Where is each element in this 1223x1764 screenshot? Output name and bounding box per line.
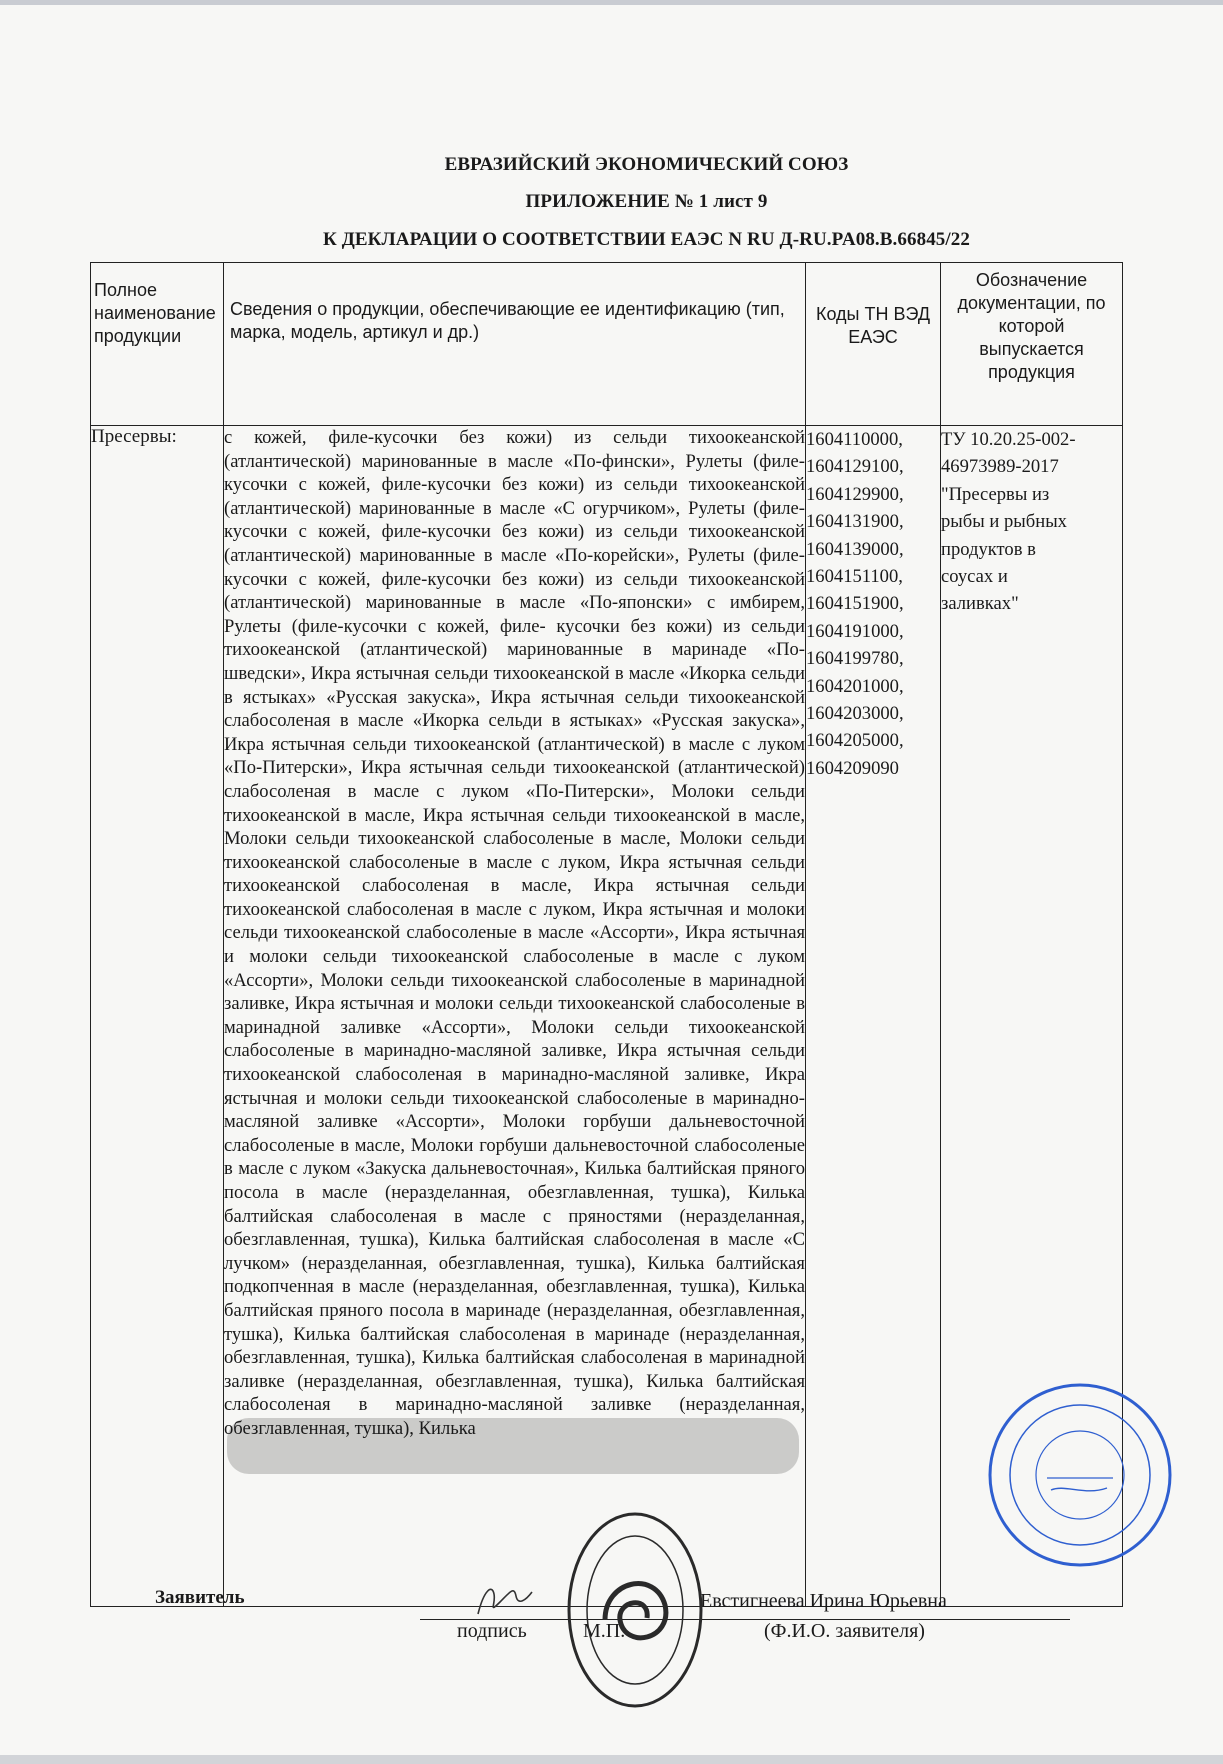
column-header-documentation: Обозначение документации, по которой выпускается продукция [941,263,1123,426]
tn-ved-code: 1604151900, [806,593,904,615]
documentation-line: соусах и [941,566,1008,588]
company-stamp-black [565,1510,705,1710]
applicant-name: Евстигнеева Ирина Юрьевна [700,1590,947,1612]
product-name-cell: Пресервы: [91,426,224,1607]
company-stamp-blue [985,1380,1175,1570]
column-header-name: Полное наименование продукции [91,263,224,426]
tn-ved-code: 1604199780, [806,648,904,670]
tn-ved-code: 1604139000, [806,538,904,560]
tn-ved-code: 1604110000, [806,429,903,450]
scan-edge-top [0,0,1223,5]
appendix-title: ПРИЛОЖЕНИЕ № 1 лист 9 [525,191,768,212]
signature-caption: подпись [457,1620,527,1642]
column-header-codes: Коды ТН ВЭД ЕАЭС [806,263,941,426]
documentation-line: ТУ 10.20.25-002- [941,429,1076,450]
scan-edge-bottom [0,1755,1223,1764]
column-header-identification: Сведения о продукции, обеспечивающие ее идентификацию (тип, марка, модель, артикул и др.) [224,263,806,426]
stamp-caption: М.П. [583,1620,626,1642]
tn-ved-code: 1604203000, [806,703,904,725]
tn-ved-code: 1604129100, [806,456,904,478]
tn-ved-code: 1604191000, [806,620,904,642]
tn-ved-code: 1604129900, [806,483,904,505]
products-table [90,262,1123,1607]
table-header-row [91,263,1123,426]
documentation-line: рыбы и рыбных [941,511,1067,533]
documentation-line: 46973989-2017 [941,456,1059,478]
name-caption: (Ф.И.О. заявителя) [764,1620,925,1642]
documentation-line: заливках" [941,593,1019,615]
tn-ved-code: 1604151100, [806,566,903,588]
applicant-label: Заявитель [155,1587,245,1608]
tn-ved-code: 1604201000, [806,675,904,697]
documentation-line: "Пресервы из [941,483,1050,505]
tn-ved-codes-cell [806,426,941,1607]
document-union-title: ЕВРАЗИЙСКИЙ ЭКОНОМИЧЕСКИЙ СОЮЗ [444,154,849,175]
product-description-cell [224,426,806,1607]
documentation-line: продуктов в [941,538,1036,560]
declaration-title: К ДЕКЛАРАЦИИ О СООТВЕТСТВИИ ЕАЭС N RU Д-RU.PA08.B.66845/22 [323,229,970,250]
tn-ved-code: 1604131900, [806,511,904,533]
tn-ved-code: 1604209090 [806,757,899,779]
handwritten-signature [470,1580,550,1620]
tn-ved-code: 1604205000, [806,730,904,752]
table-row [91,426,1123,1607]
product-description-text: с кожей, филе-кусочки без кожи) из сельди тихоокеанской (атлантической) маринованные в масле «По-фински», Рулеты (филе-кусочки с кожей, филе-кусочки без кожи) из сельди тихоокеанской (атлантической) маринованные в масле «С огурчиком», Рулеты (филе-кусочки с кожей, филе-кусочки без кожи) из сельди тихоокеанской (атлантической) маринованные в масле «По-корейски», Рулеты (филе-кусочки с кожей, филе-кусочки без кожи) из сельди тихоокеанской (атлантической) маринованные в масле «По-японски» с имбирем, Рулеты (филе-кусочки с кожей, филе- кусочки без кожи) из сельди тихоокеанской (атлантической) маринованные в маринаде «По- шведски», Икра ястычная сельди тихоокеанской в масле «Икорка сельди в ястыках» «Русская закуска», Икра ястычная сельди тихоокеанской слабосоленая в масле «Икорка сельди в ястыках» «Русская закуска», Икра ястычная сельди тихоокеанской (атлантической) в масле с луком «По-Питерски», Икра ястычная сельди тихоокеанской (атлантической) слабосоленая в масле с луком «По-Питерски», Молоки сельди тихоокеанской в масле, Икра ястычная сельди тихоокеанской в масле, Молоки сельди тихоокеанской слабосоленые в масле, Молоки сельди тихоокеанской слабосоленые в масле с луком, Икра ястычная сельди тихоокеанской слабосоленая в масле, Икра ястычная сельди тихоокеанской слабосоленая в масле с луком, Икра ястычная и молоки сельди тихоокеанской слабосоленые в масле «Ассорти», Икра ястычная и молоки сельди тихоокеанской слабосоленые в масле с луком «Ассорти», Молоки сельди тихоокеанской слабосоленые в маринадной заливке, Икра ястычная и молоки сельди тихоокеанской слабосоленые в маринадной заливке «Ассорти», Молоки сельди тихоокеанской слабосоленые в маринадно-масляной заливке, Икра ястычная сельди тихоокеанской слабосоленая в маринадно-масляной заливке, Икра ястычная и молоки сельди тихоокеанской слабосоленые в маринадно-масляной заливке «Ассорти», Молоки горбуши дальневосточной слабосоленые в масле, Молоки горбуши дальневосточной слабосоленые в масле с луком «Закуска дальневосточная», Килька балтийская пряного посола в масле (неразделанная, обезглавленная, тушка), Килька балтийская слабосоленая в масле с пряностями (неразделанная, обезглавленная, тушка), Килька балтийская слабосоленая в масле «С лучком» (неразделанная, обезглавленная, тушка), Килька балтийская подкопченная в масле (неразделанная, обезглавленная, тушка), Килька балтийская пряного посола в маринаде (неразделанная, обезглавленная, тушка), Килька балтийская слабосоленая в маринаде (неразделанная, обезглавленная, тушка), Килька балтийская слабосоленая в маринадной заливке (неразделанная, обезглавленная, тушка), Килька балтийская слабосоленая в маринадно-масляной заливке (неразделанная, обезглавленная, тушка), Килька [224,427,805,1439]
